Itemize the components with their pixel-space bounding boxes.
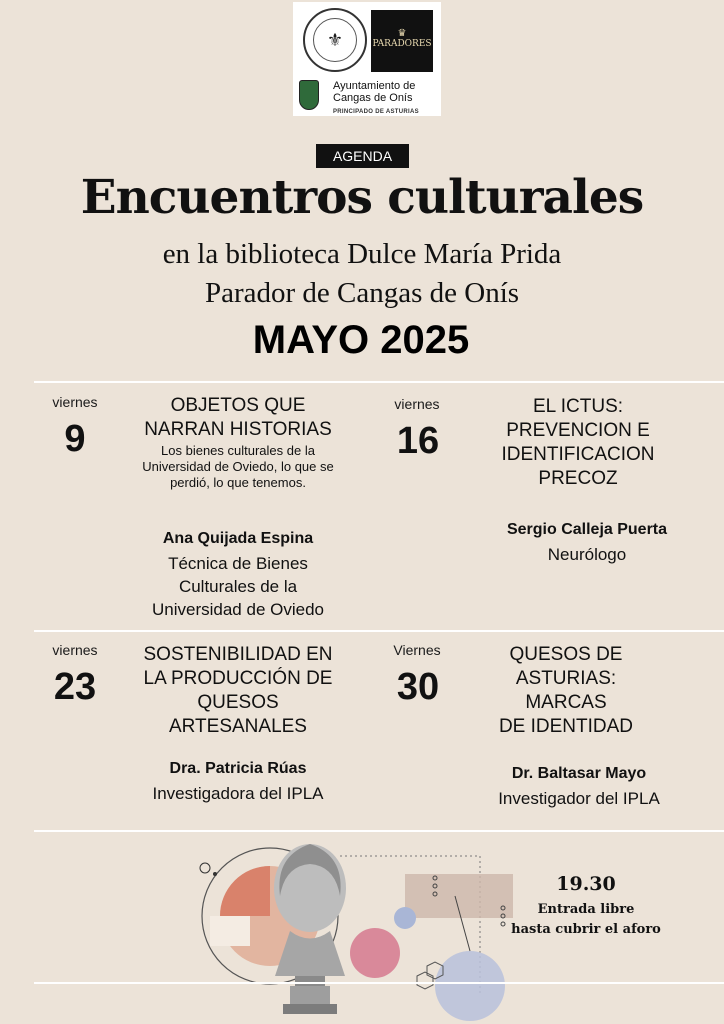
entry-info: Entrada libre (537, 902, 635, 917)
subtitle-location: en la biblioteca Dulce María Prida (162, 238, 562, 270)
subtitle-venue: Parador de Cangas de Onís (204, 277, 520, 309)
hexagon-shape (417, 972, 433, 989)
ayuntamiento-shield-icon (299, 80, 319, 110)
lavender-circle-shape (435, 951, 505, 1021)
crown-icon: ♛ (397, 28, 407, 39)
divider (34, 381, 724, 383)
event-title: EL ICTUS: PREVENCION E IDENTIFICACION PRECOZ (501, 396, 655, 489)
agenda-badge: AGENDA (316, 144, 409, 168)
event-description: Los bienes culturales de la Universidad de Oviedo, lo que se perdió, lo que tenemos. (142, 443, 334, 490)
event-speaker-role: Técnica de Bienes Culturales de la Universidad de Oviedo (152, 554, 324, 619)
paradores-logo (371, 10, 433, 72)
dot-shape (213, 872, 217, 876)
page-title: Encuentros culturales (80, 170, 644, 225)
event-speaker: Dra. Patricia Rúas (169, 760, 307, 777)
event-speaker-role: Neurólogo (547, 545, 627, 564)
university-seal-logo (303, 8, 367, 72)
event-speaker-role: Investigador del IPLA (498, 789, 660, 808)
event-speaker-role: Investigadora del IPLA (152, 784, 324, 803)
event-weekday: viernes (52, 642, 98, 658)
ayuntamiento-label: Ayuntamiento de Cangas de Onís (333, 80, 416, 104)
event-speaker: Sergio Calleja Puerta (506, 521, 668, 538)
entry-info-capacity: hasta cubrir el aforo (511, 922, 661, 937)
small-ring-shape (200, 863, 210, 873)
event-day-number: 30 (396, 666, 440, 708)
event-title: OBJETOS QUE NARRAN HISTORIAS (144, 395, 332, 440)
divider (34, 830, 724, 832)
event-weekday: Viernes (393, 642, 441, 658)
blue-circle-shape (394, 907, 416, 929)
university-crest-icon: ⚜ (313, 18, 357, 62)
principado-label: PRINCIPADO DE ASTURIAS (333, 109, 419, 115)
month-heading: MAYO 2025 (252, 318, 470, 362)
decorative-illustration (195, 836, 525, 1024)
coral-segment-shape (220, 866, 270, 916)
sponsor-logos (293, 2, 441, 116)
event-speaker: Dr. Baltasar Mayo (511, 765, 647, 782)
event-day-number: 9 (64, 418, 86, 460)
event-weekday: viernes (394, 396, 440, 412)
paradores-text: PARADORES (372, 39, 432, 49)
divider (34, 982, 724, 984)
divider (34, 630, 724, 632)
cream-block-shape (210, 916, 250, 946)
event-time: 19.30 (556, 873, 616, 895)
event-day-number: 23 (53, 666, 97, 708)
event-title: QUESOS DE ASTURIAS: MARCAS DE IDENTIDAD (498, 644, 634, 737)
event-day-number: 16 (396, 420, 440, 462)
dot-shape (501, 922, 505, 926)
event-title: SOSTENIBILIDAD EN LA PRODUCCIÓN DE QUESOS ARTESANALES (143, 644, 333, 737)
event-speaker: Ana Quijada Espina (162, 530, 314, 547)
event-weekday: viernes (52, 394, 98, 410)
pink-circle-shape (350, 928, 400, 978)
